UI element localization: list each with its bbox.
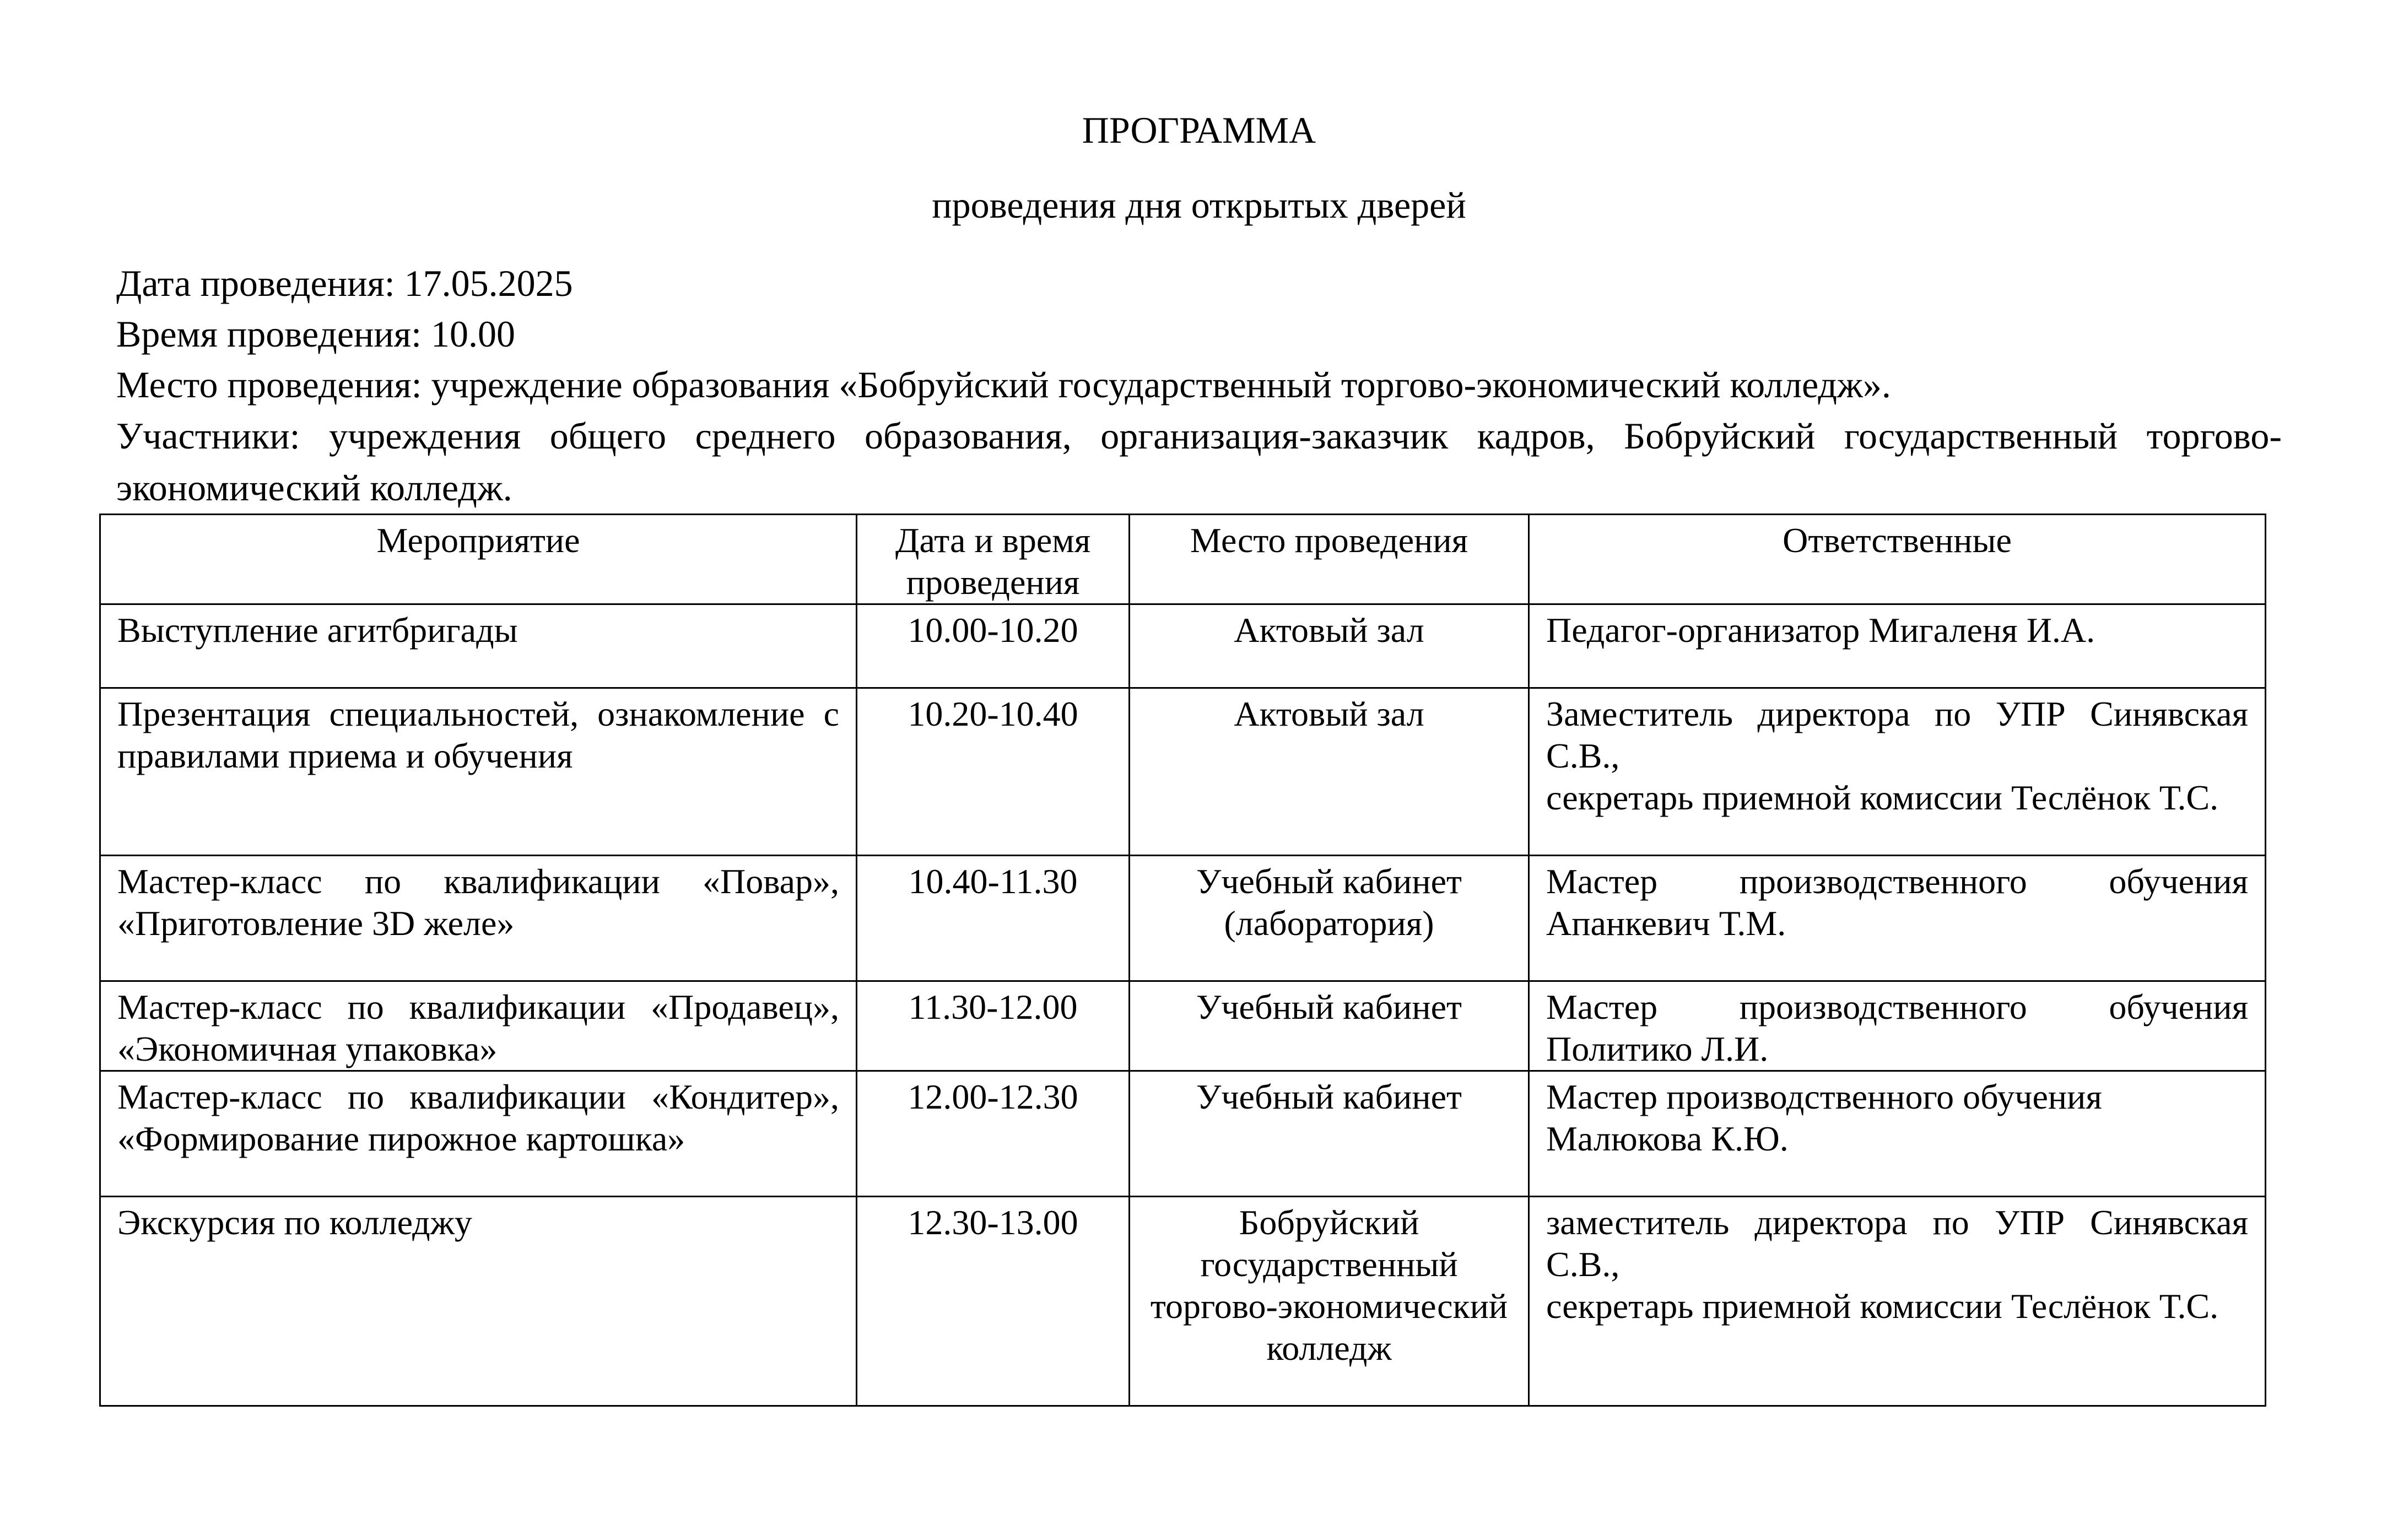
table-header-row [100,515,2266,604]
header-place: Место проведения [1130,515,1529,604]
cell-place: Учебный кабинет (лаборатория) [1130,856,1529,981]
table-row [100,981,2266,1071]
table-row [100,604,2266,688]
cell-event: Мастер-класс по квалификации «Кондитер», «Формирование пирожное картошка» [100,1071,857,1197]
responsible-line: секретарь приемной комиссии Теслёнок Т.С. [1546,1287,2219,1326]
cell-place: Учебный кабинет [1130,981,1529,1071]
cell-event: Выступление агитбригады [100,604,857,688]
cell-event: Презентация специальностей, ознакомление с правилами приема и обучения [100,688,857,856]
cell-responsible [1529,688,2266,856]
program-table [99,514,2266,1407]
event-time-line: Время проведения: 10.00 [116,313,515,355]
cell-time: 12.00-12.30 [857,1071,1130,1197]
event-date-line: Дата проведения: 17.05.2025 [116,262,573,304]
responsible-line: секретарь приемной комиссии Теслёнок Т.С. [1546,778,2219,817]
document-title: ПРОГРАММА [1082,109,1316,151]
responsible-line: Малюкова К.Ю. [1546,1119,1789,1158]
cell-place: Актовый зал [1130,688,1529,856]
cell-responsible [1529,1071,2266,1197]
table-row [100,856,2266,981]
cell-time: 12.30-13.00 [857,1197,1130,1406]
header-responsible: Ответственные [1529,515,2266,604]
cell-time: 11.30-12.00 [857,981,1130,1071]
responsible-line: Мастер производственного обучения Апанкевич Т.М. [1546,862,2248,943]
cell-responsible [1529,604,2266,688]
responsible-line: Мастер производственного обучения [1546,1077,2102,1116]
header-event: Мероприятие [100,515,857,604]
document-subtitle: проведения дня открытых дверей [932,184,1466,226]
cell-place: Учебный кабинет [1130,1071,1529,1197]
table-row [100,1071,2266,1197]
event-place-line: Место проведения: учреждение образования «Бобруйский государственный торгово-экономический колледж». [116,364,1891,406]
table-row [100,688,2266,856]
cell-responsible [1529,856,2266,981]
cell-place: Актовый зал [1130,604,1529,688]
responsible-line: заместитель директора по УПР Синявская С.В., [1546,1203,2248,1284]
cell-place: Бобруйский государственный торгово-экономический колледж [1130,1197,1529,1406]
cell-responsible [1529,1197,2266,1406]
cell-event: Мастер-класс по квалификации «Продавец», «Экономичная упаковка» [100,981,857,1071]
cell-event: Экскурсия по колледжу [100,1197,857,1406]
event-participants-line: Участники: учреждения общего среднего образования, организация-заказчик кадров, Бобруйский государственный торгово-экономический колледж. [116,415,2282,509]
cell-event: Мастер-класс по квалификации «Повар», «Приготовление 3D желе» [100,856,857,981]
cell-responsible [1529,981,2266,1071]
responsible-line: Заместитель директора по УПР Синявская С.В., [1546,694,2248,775]
responsible-line: Мастер производственного обучения Политико Л.И. [1546,987,2248,1068]
cell-time: 10.40-11.30 [857,856,1130,981]
header-time: Дата и время проведения [857,515,1130,604]
cell-time: 10.00-10.20 [857,604,1130,688]
cell-time: 10.20-10.40 [857,688,1130,856]
table-row [100,1197,2266,1406]
responsible-line: Педагог-организатор Мигаленя И.А. [1546,610,2095,650]
